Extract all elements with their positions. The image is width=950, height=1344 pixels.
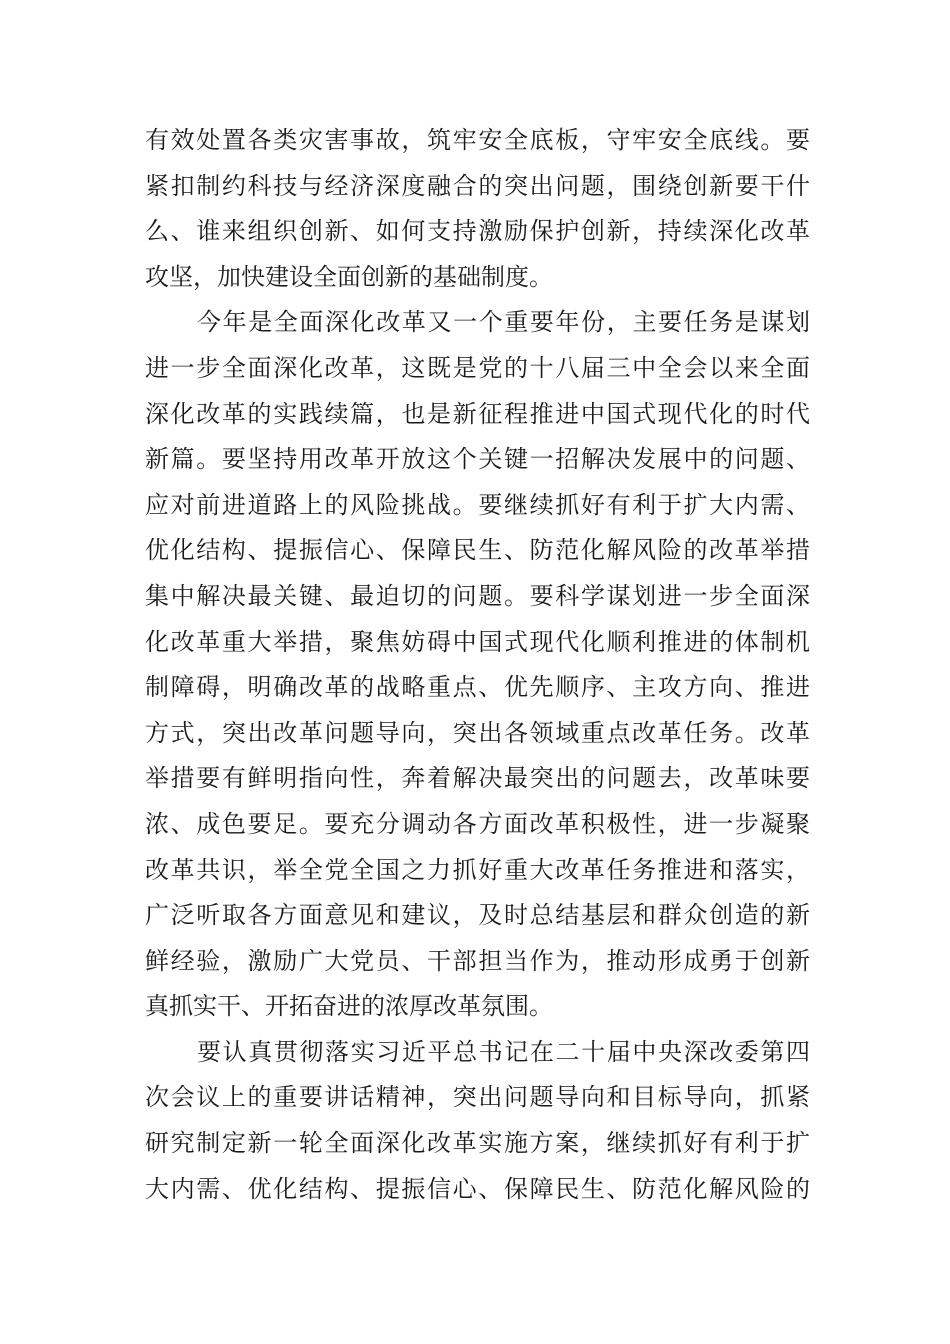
text-line: 紧扣制约科技与经济深度融合的突出问题，围绕创新要干什 — [145, 171, 810, 200]
text-line: 么、谁来组织创新、如何支持激励保护创新，持续深化改革 — [145, 217, 810, 246]
text-line: 深化改革的实践续篇，也是新征程推进中国式现代化的时代 — [145, 399, 810, 428]
text-line: 优化结构、提振信心、保障民生、防范化解风险的改革举措 — [145, 536, 810, 565]
document-body — [145, 118, 810, 1212]
text-line: 次会议上的重要讲话精神，突出问题导向和目标导向，抓紧 — [145, 1083, 810, 1112]
text-line: 今年是全面深化改革又一个重要年份，主要任务是谋划 — [197, 308, 810, 337]
text-line: 化改革重大举措，聚焦妨碍中国式现代化顺利推进的体制机 — [145, 627, 810, 656]
text-line: 方式，突出改革问题导向，突出各领域重点改革任务。改革 — [145, 718, 810, 747]
text-line: 研究制定新一轮全面深化改革实施方案，继续抓好有利于扩 — [145, 1129, 810, 1158]
text-line: 集中解决最关键、最迫切的问题。要科学谋划进一步全面深 — [145, 581, 810, 610]
text-line: 制障碍，明确改革的战略重点、优先顺序、主攻方向、推进 — [145, 673, 810, 702]
text-line: 大内需、优化结构、提振信心、保障民生、防范化解风险的 — [145, 1174, 810, 1203]
text-line: 攻坚，加快建设全面创新的基础制度。 — [145, 262, 553, 291]
paragraph-3 — [145, 1030, 810, 1212]
text-line: 鲜经验，激励广大党员、干部担当作为，推动形成勇于创新 — [145, 946, 810, 975]
text-line: 进一步全面深化改革，这既是党的十八届三中全会以来全面 — [145, 353, 810, 382]
text-line: 改革共识，举全党全国之力抓好重大改革任务推进和落实， — [145, 855, 810, 884]
paragraph-2 — [145, 300, 810, 1030]
text-line: 浓、成色要足。要充分调动各方面改革积极性，进一步凝聚 — [145, 809, 810, 838]
text-line: 新篇。要坚持用改革开放这个关键一招解决发展中的问题、 — [145, 445, 810, 474]
text-line: 要认真贯彻落实习近平总书记在二十届中央深改委第四 — [197, 1037, 810, 1066]
paragraph-1 — [145, 118, 810, 300]
text-line: 广泛听取各方面意见和建议，及时总结基层和群众创造的新 — [145, 901, 810, 930]
text-line: 举措要有鲜明指向性，奔着解决最突出的问题去，改革味要 — [145, 764, 810, 793]
text-line: 应对前进道路上的风险挑战。要继续抓好有利于扩大内需、 — [145, 490, 810, 519]
text-line: 真抓实干、开拓奋进的浓厚改革氛围。 — [145, 992, 553, 1021]
text-line: 有效处置各类灾害事故，筑牢安全底板，守牢安全底线。要 — [145, 126, 810, 154]
